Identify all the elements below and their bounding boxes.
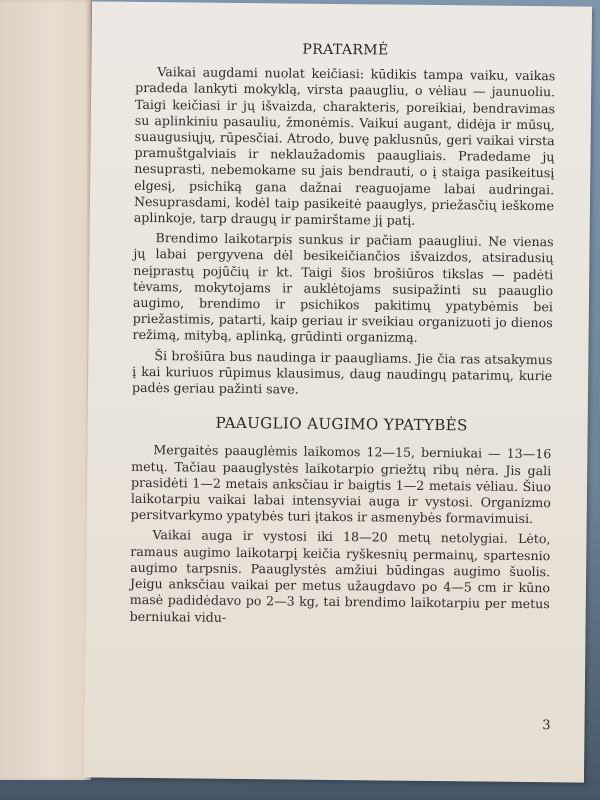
section-heading-paauglio-augimo-ypatybes: PAAUGLIO AUGIMO YPATYBĖS (215, 413, 468, 435)
page-content (130, 40, 556, 633)
paragraph: Brendimo laikotarpis sunkus ir pačiam paaugliui. Ne vienas jų labai pergyvena dėl besikeičiančios išvaizdos, atsiradusių neįprastų pojūčių ir kt. Taigi šios brošiūros tikslas — padėti tėvams, mokytojams ir auklėtojams susipažinti su paauglio augimo, brendimo ir psichikos pakitimų ypatybėmis bei priežastimis, patarti, kaip geriau ir sveikiau organizuoti jo dienos režimą, mitybą, aplinką, grūdinti organizmą. (132, 230, 554, 346)
paragraph: Vaikai auga ir vystosi iki 18—20 metų netolygiai. Lėto, ramaus augimo laikotarpį keičia ryškesnių permainų, spartesnio augimo tarpsnis. Paauglystės amžiui būdingas augimo šuolis. Jeigu anksčiau vaikai per metus užaugdavo po 4—5 cm ir kūno masė padidėdavo po 2—3 kg, tai brendimo laikotarpiu per metus berniukai vidu- (129, 527, 551, 625)
paragraph: Vaikai augdami nuolat keičiasi: kūdikis tampa vaiku, vaikas pradeda lankyti mokyklą, virsta paaugliu, o vėliau — jaunuoliu. Taigi keičiasi ir jų išvaizda, charakteris, poreikiai, bendravimas su aplinkiniu pasauliu, žmonėmis. Vaikui augant, didėja ir mūsų, suaugusiųjų, rūpesčiai. Atrodo, buvę paklusnūs, geri vaikai virsta pramuštgalviais ir neklaužadomis paaugliais. Pradedame jų nesuprasti, nebemokame su jais bendrauti, o į staiga pasikeitusį elgesį, psichiką gana dažnai reaguojame labai audringai. Nesuprasdami, kodėl taip pasikeitė paauglys, priežasčių ieškome aplinkoje, tarp draugų ir pamirštame jį patį. (133, 64, 556, 228)
previous-page-edge (0, 0, 91, 780)
section-heading-pratarme: PRATARMĖ (302, 41, 389, 59)
paragraph: Mergaitės paauglėmis laikomos 12—15, berniukai — 13—16 metų. Tačiau paauglystės laikotarpio griežtų ribų nėra. Jis gali prasidėti 1—2 metais anksčiau ir baigtis 1—2 metais vėliau. Šiuo laikotarpiu vaikai labai intensyviai auga ir vystosi. Organizmo persitvarkymo ypatybės turi įtakos ir asmenybės formavimuisi. (130, 442, 552, 527)
book-page (84, 1, 592, 782)
page-number: 3 (542, 718, 551, 734)
paragraph: Ši brošiūra bus naudinga ir paaugliams. Jie čia ras atsakymus į kai kuriuos rūpimus klausimus, daug naudingų patarimų, kurie padės geriau pažinti save. (131, 347, 553, 397)
